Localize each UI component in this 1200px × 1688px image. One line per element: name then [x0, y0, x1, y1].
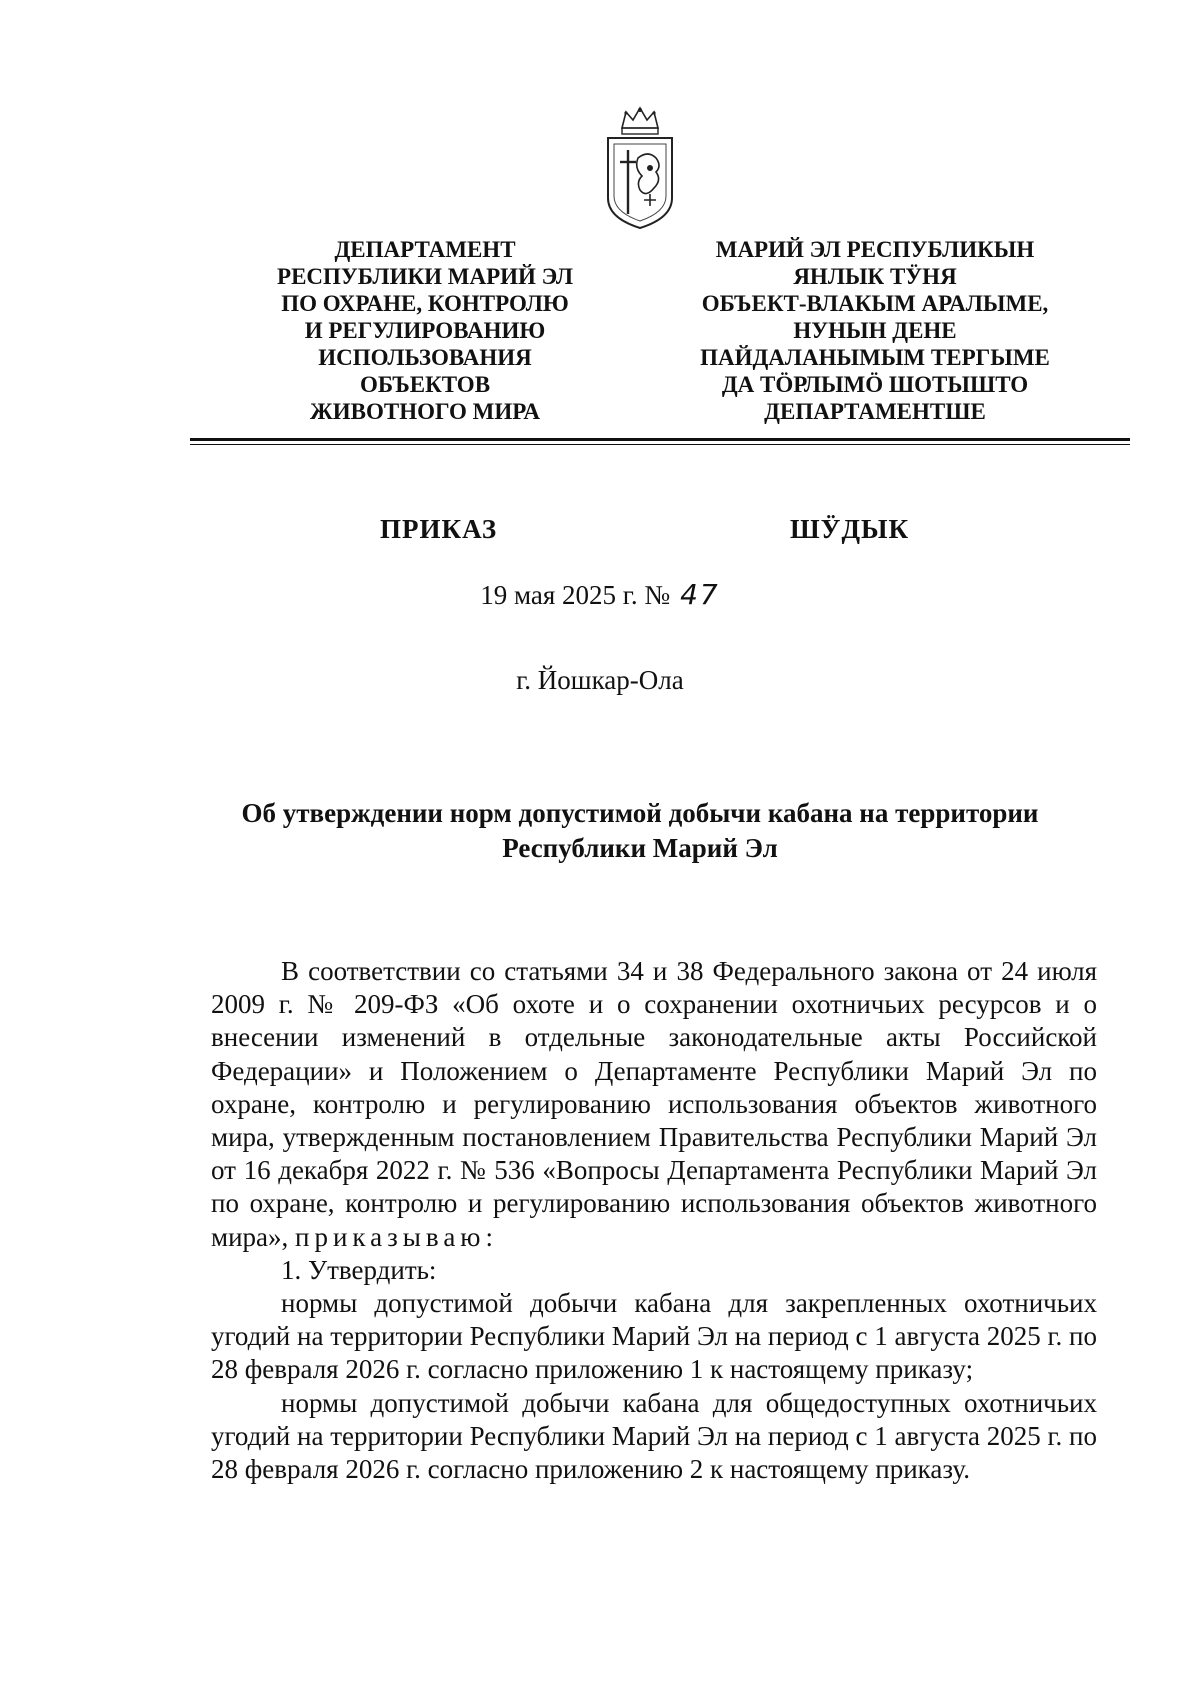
header-department-ru: [210, 236, 640, 425]
title-line: Об утверждении норм допустимой добычи кабана на территории: [241, 798, 1039, 828]
header-line: ДА ТӦРЛЫМӦ ШОТЫШТО: [721, 372, 1029, 397]
header-line: МАРИЙ ЭЛ РЕСПУБЛИКЫН: [715, 237, 1035, 262]
header-line: ДЕПАРТАМЕНТШЕ: [764, 399, 986, 424]
document-title: [200, 796, 1080, 866]
order-verb: приказываю:: [295, 1221, 498, 1252]
header-line: ИСПОЛЬЗОВАНИЯ: [318, 345, 532, 370]
paragraph-preamble: [211, 955, 1097, 1254]
header-line: ДЕПАРТАМЕНТ: [334, 237, 516, 262]
order-label-ru: ПРИКАЗ: [380, 514, 498, 544]
header-line: ОБЪЕКТ-ВЛАКЫМ АРАЛЫМЕ,: [701, 291, 1049, 316]
header-line: ОБЪЕКТОВ: [359, 372, 491, 397]
title-line: Республики Марий Эл: [502, 833, 778, 863]
preamble-text: В соответствии со статьями 34 и 38 Федерального закона от 24 июля 2009 г. № 209-ФЗ «Об охоте и о сохранении охотничьих ресурсов и о внесении изменений в отдельные законодательные акты Российской Федерации» и Положением о Департаменте Республики Марий Эл по охране, контролю и регулированию использования объектов животного мира, утвержденным постановлением Правительства Республики Марий Эл от 16 декабря 2022 г. № 536 «Вопросы Департамента Республики Марий Эл по охране, контролю и регулированию использования объектов животного мира»,: [211, 956, 1097, 1252]
header-department-mari: [650, 236, 1100, 425]
paragraph-item-1: 1. Утвердить:: [281, 1254, 437, 1285]
order-date-line: [0, 578, 1200, 611]
header-line: ЯНЛЫК ТӰНЯ: [793, 264, 957, 289]
header-divider-thick: [190, 438, 1130, 441]
header-line: РЕСПУБЛИКИ МАРИЙ ЭЛ: [277, 264, 573, 289]
coat-of-arms-icon: [600, 106, 680, 232]
header-line: НУНЫН ДЕНЕ: [793, 318, 957, 343]
header-line: ЖИВОТНОГО МИРА: [310, 399, 540, 424]
header-line: И РЕГУЛИРОВАНИЮ: [304, 318, 546, 343]
order-number-handwritten: 47: [680, 578, 720, 611]
document-body: [211, 955, 1097, 1486]
header-line: ПО ОХРАНЕ, КОНТРОЛЮ: [281, 291, 569, 316]
paragraph-norms-public: нормы допустимой добычи кабана для общедоступных охотничьих угодий на территории Республики Марий Эл на период с 1 августа 2025 г. по 28 февраля 2026 г. согласно приложению 2 к настоящему приказу.: [211, 1387, 1097, 1485]
paragraph-norms-assigned: нормы допустимой добычи кабана для закрепленных охотничьих угодий на территории Республики Марий Эл на период с 1 августа 2025 г. по 28 февраля 2026 г. согласно приложению 1 к настоящему приказу;: [211, 1288, 1097, 1385]
city: г. Йошкар-Ола: [516, 665, 684, 695]
header-line: ПАЙДАЛАНЫМЫМ ТЕРГЫМЕ: [700, 345, 1050, 370]
order-label-mari: ШӰДЫК: [790, 514, 910, 544]
order-date: 19 мая 2025 г. №: [480, 580, 671, 610]
header-divider-thin: [190, 444, 1130, 445]
